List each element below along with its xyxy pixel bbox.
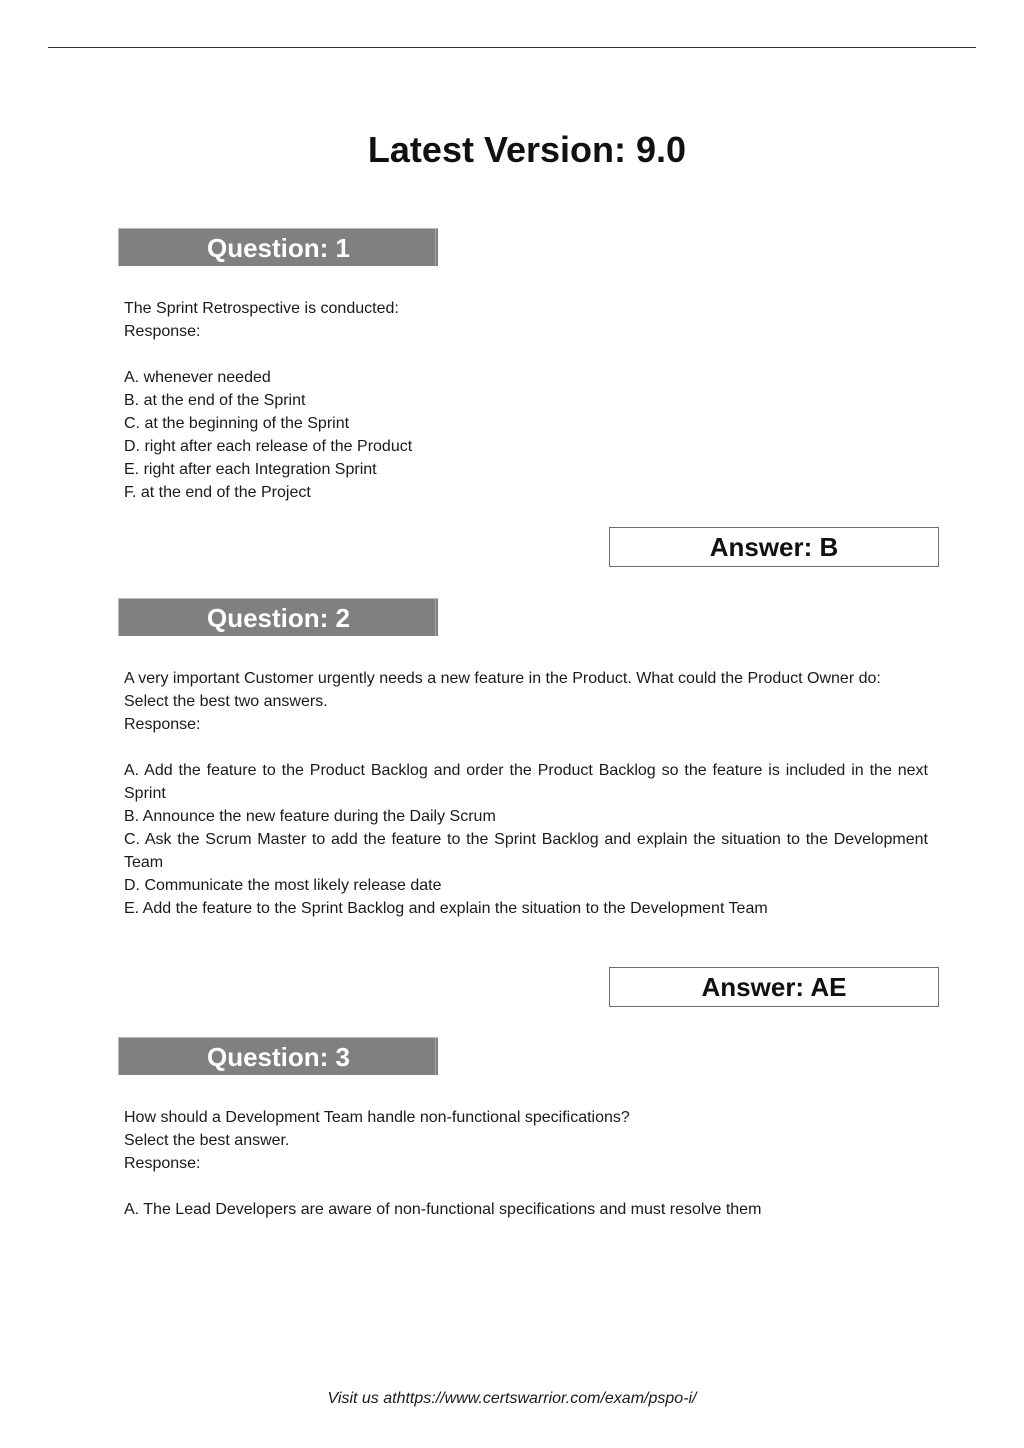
question-3-option-a: A. The Lead Developers are aware of non-functional specifications and must resolve them [124, 1201, 762, 1218]
question-2-option-e: E. Add the feature to the Sprint Backlog and explain the situation to the Development Team [124, 900, 768, 917]
question-1-option-b: B. at the end of the Sprint [124, 392, 306, 409]
question-2-answer: Answer: AE [609, 967, 939, 1007]
question-2-prompt: A very important Customer urgently needs a new feature in the Product. What could the Product Owner do: [124, 670, 881, 687]
question-2-instruction: Select the best two answers. [124, 693, 328, 710]
footer-link[interactable]: Visit us athttps://www.certswarrior.com/exam/pspo-i/ [327, 1390, 697, 1407]
question-2-header: Question: 2 [118, 598, 438, 636]
question-3-instruction: Select the best answer. [124, 1132, 290, 1149]
page-title: Latest Version: 9.0 [367, 129, 687, 170]
question-2-option-d: D. Communicate the most likely release date [124, 877, 442, 894]
question-1-option-c: C. at the beginning of the Sprint [124, 415, 350, 432]
question-2-option-a: A. Add the feature to the Product Backlog and order the Product Backlog so the feature is included in the next Sprint [124, 762, 928, 802]
question-2-body [124, 667, 928, 920]
question-1-option-f: F. at the end of the Project [124, 484, 311, 501]
top-divider [48, 47, 976, 48]
question-1-option-d: D. right after each release of the Product [124, 438, 413, 455]
question-2-option-c: C. Ask the Scrum Master to add the feature to the Sprint Backlog and explain the situation to the Development Team [124, 831, 928, 871]
question-2-option-b: B. Announce the new feature during the Daily Scrum [124, 808, 496, 825]
question-2-response-label: Response: [124, 716, 201, 733]
question-3-header: Question: 3 [118, 1037, 438, 1075]
question-1-option-e: E. right after each Integration Sprint [124, 461, 377, 478]
question-1-prompt: The Sprint Retrospective is conducted: [124, 300, 399, 317]
question-3-prompt: How should a Development Team handle non-functional specifications? [124, 1109, 630, 1126]
question-1-response-label: Response: [124, 323, 201, 340]
question-1-body [124, 297, 928, 504]
question-1-option-a: A. whenever needed [124, 369, 271, 386]
question-1-answer: Answer: B [609, 527, 939, 567]
question-3-response-label: Response: [124, 1155, 201, 1172]
question-1-header: Question: 1 [118, 228, 438, 266]
question-3-body [124, 1106, 928, 1221]
